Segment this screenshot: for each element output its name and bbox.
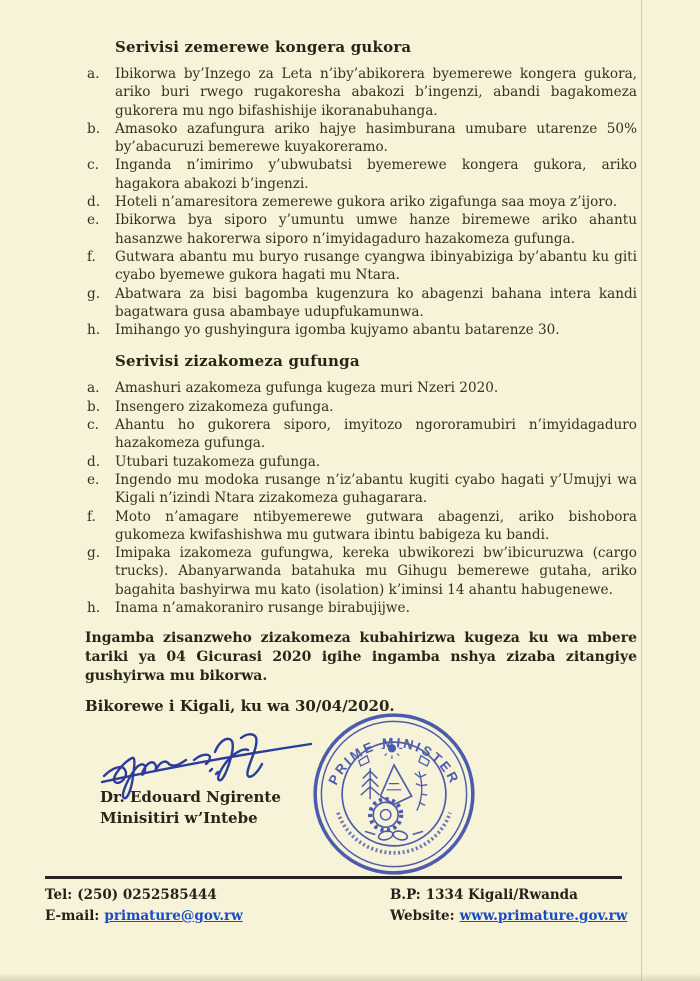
list-letter: a. [87, 380, 100, 397]
footer-left-column [45, 885, 243, 927]
list-item [85, 193, 637, 211]
list-item [85, 599, 637, 617]
list-letter: e. [87, 212, 100, 229]
list-text: Ingendo mu modoka rusange n’iz’abantu kugiti cyabo hagati y’Umujyi wa Kigali n’izindi Ntara zizakomeza guhagarara. [115, 471, 637, 507]
list-item [85, 398, 637, 416]
list-letter: b. [87, 398, 101, 415]
list-item [85, 416, 637, 453]
svg-text:PRIME MINISTER [325, 735, 462, 787]
list-letter: f. [87, 248, 96, 265]
document-body [85, 38, 637, 686]
list-letter: g. [87, 545, 101, 562]
list-item [85, 285, 637, 322]
list-item [85, 471, 637, 508]
signer-title: Minisitiri w’Intebe [100, 809, 258, 827]
signature-block [100, 787, 281, 829]
list-text: Amasoko azafungura ariko hajye hasimburana umubare utarenze 50% by’abacuruzi bemerewe kuyakoreramo. [115, 120, 637, 156]
place-date-line: Bikorewe i Kigali, ku wa 30/04/2020. [85, 697, 395, 715]
signer-name: Dr. Edouard Ngirente [100, 788, 281, 806]
list-text: Amashuri azakomeza gufunga kugeza muri Nzeri 2020. [115, 380, 499, 397]
email-link[interactable]: primature@gov.rw [104, 908, 243, 924]
website-link[interactable]: www.primature.gov.rw [459, 908, 628, 924]
email-label: E-mail: [45, 908, 100, 924]
list-text: Imipaka izakomeza gufungwa, kereka ubwikorezi bw’ibicuruzwa (cargo trucks). Abanyarwanda batahuka mu Gihugu bemerewe gutaha, ariko bagahita bashyirwa mu kato (isolation) k’iminsi 14 ahantu habugenewe. [115, 545, 637, 598]
list-item [85, 321, 637, 339]
list-services-open [85, 65, 637, 339]
footer-divider [45, 876, 622, 879]
list-text: Insengero zizakomeza gufunga. [115, 398, 334, 415]
list-item [85, 508, 637, 545]
list-letter: h. [87, 600, 101, 617]
list-letter: c. [87, 417, 99, 434]
list-item [85, 211, 637, 248]
list-services-closed [85, 379, 637, 617]
list-text: Abatwara za bisi bagomba kugenzura ko abagenzi bahana intera kandi bagatwara gusa abambaye udupfukamunwa. [115, 285, 637, 320]
list-text: Ahantu ho gukorera siporo, imyitozo ngororamubiri n’imyidagaduro hazakomeza gufunga. [115, 417, 637, 452]
tel-value: (250) 0252585444 [77, 887, 217, 903]
list-item [85, 453, 637, 471]
list-text: Ibikorwa by’Inzego za Leta n’iby’abikorera byemerewe kongera gukora, ariko buri rwego rugakoresha abakozi b’ingenzi, abandi bagakomeza gukorera mu ngo bifashishije ikoranabuhanga. [115, 66, 637, 119]
bp-value: 1334 Kigali/Rwanda [425, 887, 578, 903]
list-item [85, 379, 637, 397]
list-text: Gutwara abantu mu buryo rusange cyangwa ibinyabiziga by’abantu ku giti cyabo byemewe gukora hagati mu Ntara. [115, 248, 637, 284]
list-item [85, 248, 637, 285]
list-item [85, 120, 637, 157]
section-heading-closed: Serivisi zizakomeza gufunga [115, 352, 360, 371]
list-text: Moto n’amagare ntibyemerewe gutwara abagenzi, ariko bishobora gukomeza kwifashishwa mu gutwara ibintu babigeza ku bandi. [115, 508, 637, 543]
list-text: Utubari tuzakomeza gufunga. [115, 453, 321, 470]
list-letter: e. [87, 471, 100, 488]
list-letter: d. [87, 453, 101, 470]
website-label: Website: [390, 908, 455, 924]
seal-top-text: PRIME MINISTER [325, 734, 463, 788]
prime-minister-seal-icon [311, 710, 477, 878]
section-heading-open: Serivisi zemerewe kongera gukora [115, 38, 412, 56]
list-text: Imihango yo gushyingura igomba kujyamo abantu batarenze 30. [115, 322, 560, 339]
list-item [85, 544, 637, 599]
list-letter: d. [87, 194, 101, 211]
list-letter: f. [87, 508, 96, 525]
list-text: Ibikorwa bya siporo y’umuntu umwe hanze biremewe ariko ahantu hasanzwe hakorerwa siporo n’imyidagaduro hazakomeza gufunga. [115, 212, 637, 247]
list-letter: h. [87, 322, 101, 339]
tel-label: Tel: [45, 887, 73, 903]
list-item [85, 156, 637, 193]
list-letter: a. [87, 66, 100, 82]
footer-right-column [390, 885, 627, 927]
list-text: Hoteli n’amaresitora zemerewe gukora ariko zigafunga saa moya z’ijoro. [115, 194, 618, 211]
list-letter: c. [87, 157, 99, 174]
list-text: Inama n’amakoraniro rusange birabujijwe. [115, 600, 410, 617]
bp-label: B.P: [390, 887, 421, 903]
list-item [85, 65, 637, 120]
list-letter: g. [87, 285, 101, 302]
list-text: Inganda n’imirimo y’ubwubatsi byemerewe kongera gukora, ariko hagakora abakozi b’ingenzi. [115, 157, 637, 192]
closing-paragraph: Ingamba zisanzweho zizakomeza kubahirizwa kugeza ku wa mbere tariki ya 04 Gicurasi 2020 igihe ingamba nshya zizaba zitangiye gushyirwa mu bikorwa. [85, 630, 637, 685]
list-letter: b. [87, 120, 101, 137]
